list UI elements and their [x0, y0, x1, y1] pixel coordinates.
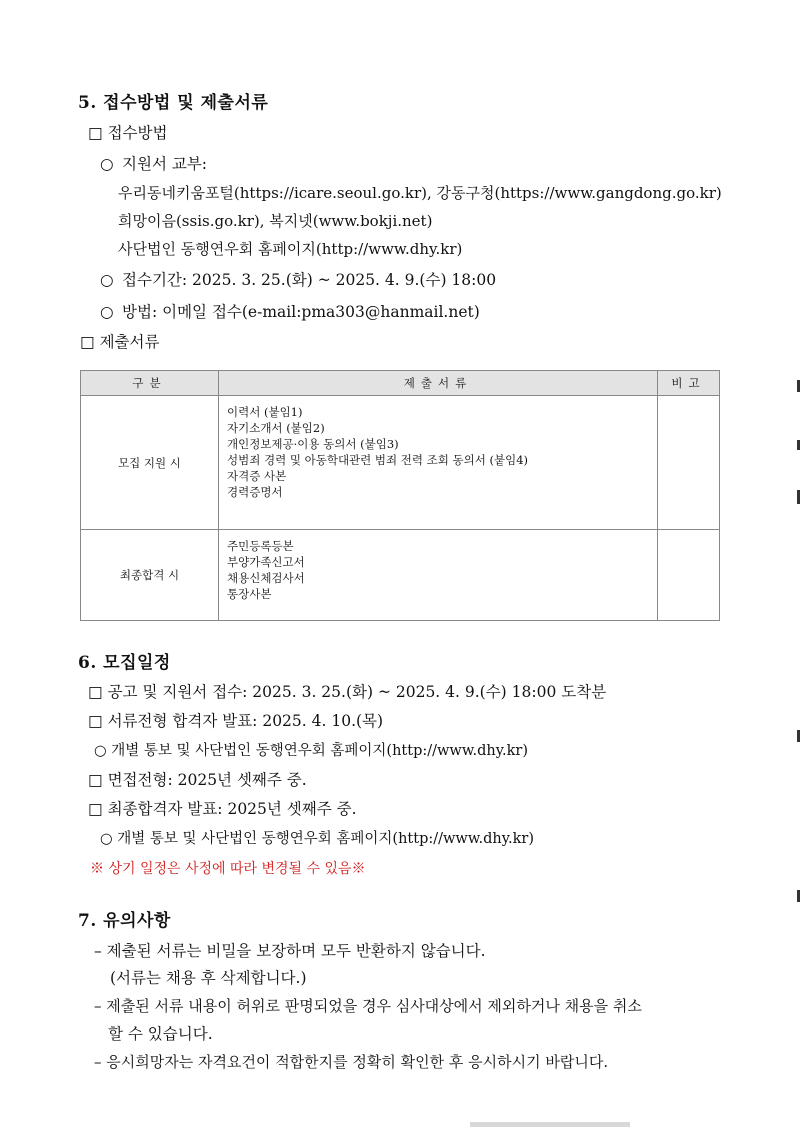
how-line [100, 302, 480, 322]
source-line-2: 희망이음(ssis.go.kr), 복지넷(www.bokji.net) [118, 212, 433, 230]
section-6-heading: 6. 모집일정 [78, 653, 171, 673]
apply-doc-label: 지원서 교부: [122, 155, 208, 173]
row-category: 최종합격 시 [81, 530, 219, 621]
source-line-3: 사단법인 동행연우회 홈페이지(http://www.dhy.kr) [118, 240, 463, 258]
caution-line-5: – 응시희망자는 자격요건이 적합한지를 정확히 확인한 후 응시하시기 바랍니다. [94, 1053, 609, 1071]
apply-doc-line [100, 154, 207, 174]
document-item: 채용신체검사서 [227, 571, 305, 585]
schedule-notice: ※ 상기 일정은 사정에 따라 변경될 수 있음※ [90, 861, 366, 877]
row-category: 모집 지원 시 [81, 396, 219, 530]
method-header: □ 접수방법 [88, 124, 168, 142]
document-item: 성범죄 경력 및 아동학대관련 범죄 전력 조회 동의서 (붙임4) [227, 453, 529, 467]
bullet-circle: ○ [100, 271, 114, 289]
schedule-line-5: □ 최종합격자 발표: 2025년 셋째주 중. [88, 800, 357, 818]
header-documents: 제출서류 [219, 371, 658, 396]
docs-header: □ 제출서류 [80, 333, 160, 351]
header-note: 비고 [658, 371, 720, 396]
how-text: 방법: 이메일 접수(e-mail:pma303@hanmail.net) [122, 303, 480, 321]
header-category: 구분 [81, 371, 219, 396]
document-item: 부양가족신고서 [227, 555, 305, 569]
document-item: 자기소개서 (붙임2) [227, 421, 325, 435]
schedule-line-3: ○ 개별 통보 및 사단법인 동행연우회 홈페이지(http://www.dhy.kr) [94, 743, 529, 759]
section-5-heading: 5. 접수방법 및 제출서류 [78, 93, 269, 113]
row-items [219, 530, 658, 621]
schedule-line-2: □ 서류전형 합격자 발표: 2025. 4. 10.(목) [88, 712, 384, 730]
table-row [81, 530, 720, 621]
row-items [219, 396, 658, 530]
document-item: 경력증명서 [227, 485, 283, 499]
row-note [658, 396, 720, 530]
section-7-heading: 7. 유의사항 [78, 911, 171, 931]
source-line-1: 우리동네키움포털(https://icare.seoul.go.kr), 강동구청(https://www.gangdong.go.kr) [118, 184, 722, 202]
document-item: 주민등록등본 [227, 539, 294, 553]
period-line [100, 270, 496, 290]
bullet-circle: ○ [100, 155, 114, 173]
table-row [81, 396, 720, 530]
bullet-circle: ○ [100, 303, 114, 321]
caution-line-2: (서류는 채용 후 삭제합니다.) [110, 969, 307, 987]
schedule-line-4: □ 면접전형: 2025년 셋째주 중. [88, 771, 307, 789]
caution-line-1: – 제출된 서류는 비밀을 보장하며 모두 반환하지 않습니다. [94, 942, 486, 960]
table-header-row [81, 371, 720, 396]
caution-line-3: – 제출된 서류 내용이 허위로 판명되었을 경우 심사대상에서 제외하거나 채용을 취소 [94, 997, 642, 1015]
document-item: 이력서 (붙임1) [227, 405, 303, 419]
document-item: 자격증 사본 [227, 469, 287, 483]
schedule-line-6: ○ 개별 통보 및 사단법인 동행연우회 홈페이지(http://www.dhy.kr) [100, 831, 535, 847]
document-item: 개인정보제공·이용 동의서 (붙임3) [227, 437, 399, 451]
caution-line-4: 할 수 있습니다. [108, 1025, 213, 1043]
row-note [658, 530, 720, 621]
schedule-line-1: □ 공고 및 지원서 접수: 2025. 3. 25.(화) ~ 2025. 4. 9.(수) 18:00 도착분 [88, 683, 607, 701]
period-text: 접수기간: 2025. 3. 25.(화) ~ 2025. 4. 9.(수) 18:00 [122, 271, 497, 289]
document-item: 통장사본 [227, 587, 272, 601]
documents-table [80, 370, 720, 621]
footer-smudge [470, 1122, 630, 1127]
